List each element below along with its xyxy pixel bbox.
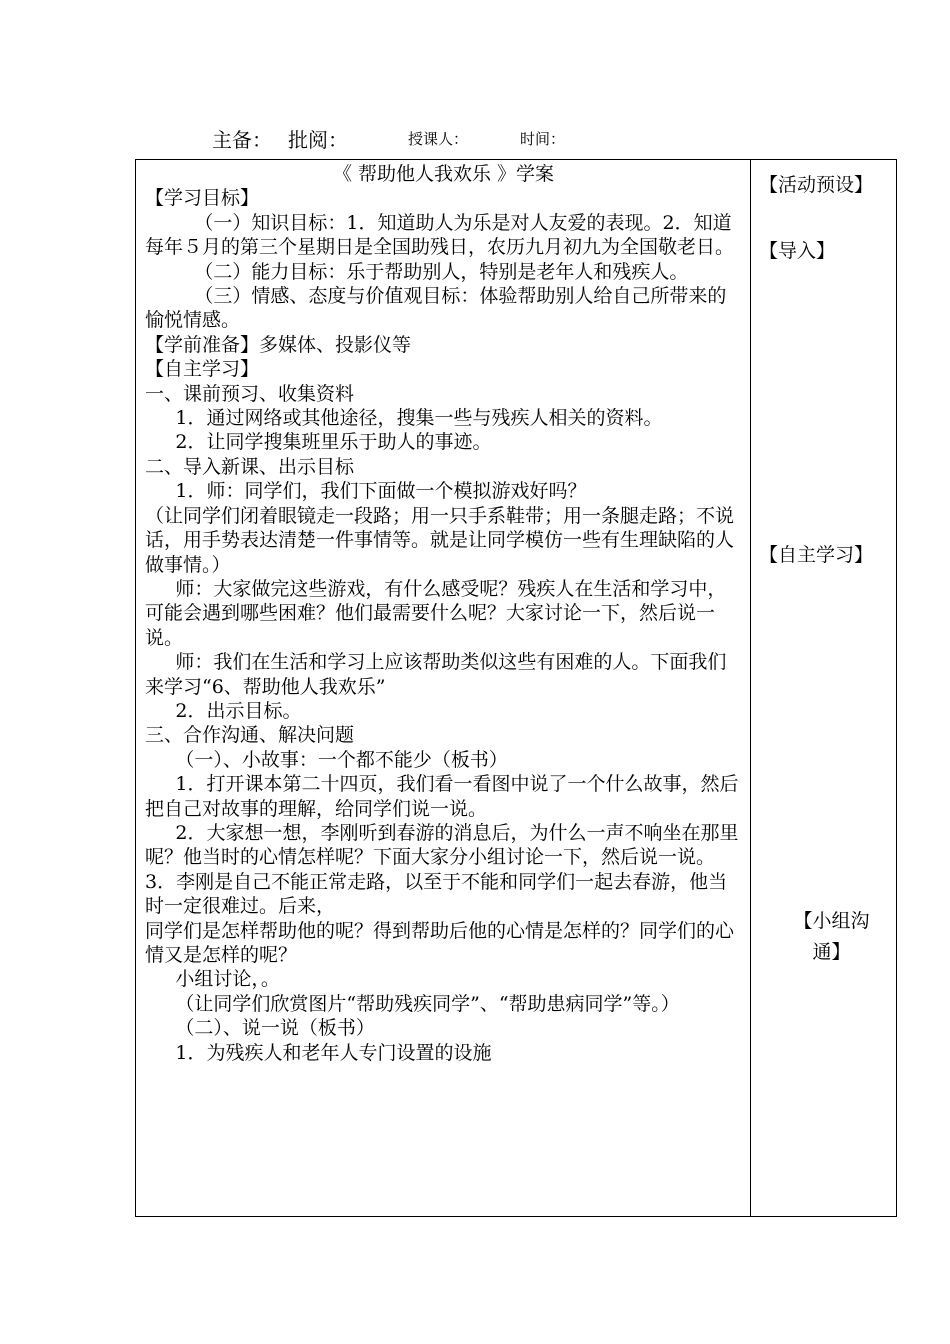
picture-appreciation: （让同学们欣赏图片“帮助残疾同学”、“帮助患病同学”等。）	[175, 992, 680, 1015]
step-one-item-2: 2．让同学搜集班里乐于助人的事迹。	[175, 431, 492, 454]
game-description: （让同学们闭着眼镜走一段路；用一只手系鞋带；用一条腿走路；不说话，用手势表达清楚一件事情等。就是让同学模仿一些有生理缺陷的人做事情。）	[145, 504, 735, 576]
goal-ability: （二）能力目标：乐于帮助别人，特别是老年人和残疾人。	[194, 260, 689, 283]
side-self-study-label: 【自主学习】	[759, 544, 874, 566]
talk-heading: （二）、说一说（板书）	[175, 1017, 375, 1040]
teacher-label: 授课人：	[408, 130, 469, 148]
story-item-3: 3．李刚是自己不能正常走路，以至于不能和同学们一起去春游，他当时一定很难过。后来，	[145, 870, 728, 918]
goal-knowledge: （一）知识目标：1．知道助人为乐是对人友爱的表现。2．知道每年５月的第三个星期日是全国助残日，农历九月初九为全国敬老日。	[145, 211, 735, 259]
time-label: 时间：	[520, 130, 566, 148]
story-item-2: 2．大家想一想，李刚听到春游的消息后，为什么一声不响坐在那里呢？他当时的心情怎样呢？下面大家分小组讨论一下，然后说一说。	[145, 821, 739, 869]
section-heading-self-study: 【自主学习】	[145, 358, 260, 381]
review-label: 批阅：	[288, 128, 348, 152]
side-group-label: 【小组沟通】	[793, 910, 870, 963]
teacher-question: 师：大家做完这些游戏，有什么感受呢？残疾人在生活和学习中，可能会遇到哪些困难？他们最需要什么呢？大家讨论一下，然后说一说。	[145, 577, 727, 649]
side-intro-label: 【导入】	[759, 240, 836, 262]
prep-label: 主备：	[212, 128, 272, 152]
story-item-1: 1．打开课本第二十四页，我们看一看图中说了一个什么故事，然后把自己对故事的理解，给同学们说一说。	[145, 773, 739, 820]
story-heading: （一）、小故事：一个都不能少（板书）	[175, 748, 508, 771]
lesson-plan-table	[135, 159, 897, 1217]
step-one-item-1: 1．通过网络或其他途径，搜集一些与残疾人相关的资料。	[175, 407, 663, 430]
story-item-3-cont: 同学们是怎样帮助他的呢？得到帮助后他的心情是怎样的？同学们的心情又是怎样的呢？	[145, 919, 735, 966]
preparation-line: 【学前准备】多媒体、投影仪等	[145, 333, 412, 356]
step-one-heading: 一、课前预习、收集资料	[145, 382, 355, 405]
talk-item-1: 1．为残疾人和老年人专门设置的设施	[175, 1041, 492, 1064]
step-two-item-1: 1．师：同学们，我们下面做一个模拟游戏好吗？	[175, 480, 587, 503]
step-two-heading: 二、导入新课、出示目标	[145, 455, 355, 478]
section-heading-goals: 【学习目标】	[145, 187, 260, 210]
side-activity-label: 【活动预设】	[759, 174, 874, 196]
step-two-item-2: 2．出示目标。	[175, 699, 302, 722]
side-notes-cell	[751, 160, 897, 1217]
lesson-content-cell	[136, 160, 751, 1217]
goal-emotion: （三）情感、态度与价值观目标：体验帮助别人给自己所带来的愉悦情感。	[145, 285, 727, 332]
teacher-intro: 师：我们在生活和学习上应该帮助类似这些有困难的人。下面我们来学习“6、帮助他人我欢乐”	[145, 651, 727, 698]
group-discussion: 小组讨论，。	[175, 968, 280, 991]
lesson-title: 《 帮助他人我欢乐 》学案	[332, 163, 555, 185]
step-three-heading: 三、合作沟通、解决问题	[145, 724, 355, 747]
